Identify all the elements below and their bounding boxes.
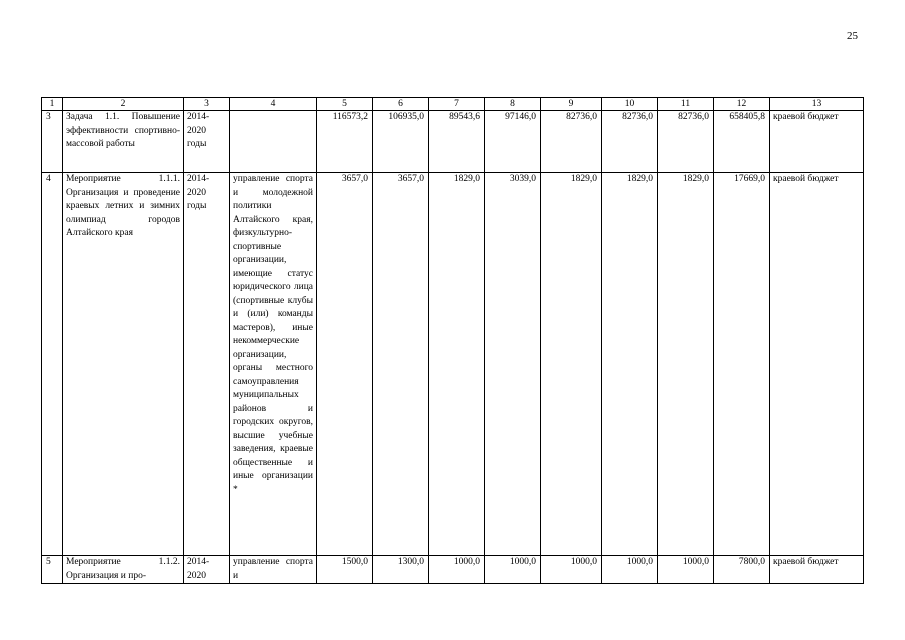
- header-cell: 10: [602, 98, 658, 111]
- row-value: 82736,0: [602, 111, 658, 173]
- header-cell: 2: [63, 98, 184, 111]
- row-value: 1000,0: [602, 556, 658, 584]
- header-cell: 11: [658, 98, 714, 111]
- row-value: 82736,0: [541, 111, 602, 173]
- header-cell: 7: [429, 98, 485, 111]
- row-value: 1500,0: [317, 556, 373, 584]
- row-executor: управление спорта и молодежной политики Алтайского края, физкультурно-спортивные организации, имеющие статус юридического лица (спортивные клубы и (или) команды мастеров), иные некоммерческие организации, органы местного самоуправления муниципальных районов и городских округов, высшие учебные заведения, краевые общественные и иные организации *: [230, 173, 317, 556]
- row-value: 17669,0: [714, 173, 770, 556]
- row-value: 97146,0: [485, 111, 541, 173]
- program-table: [41, 97, 864, 584]
- table-header-row: [42, 98, 864, 111]
- header-cell: 12: [714, 98, 770, 111]
- table-row: [42, 111, 864, 173]
- header-cell: 5: [317, 98, 373, 111]
- page-number: 25: [847, 30, 858, 42]
- table-row: [42, 556, 864, 584]
- row-name: Мероприятие 1.1.1. Организация и проведение краевых летних и зимних олимпиад городов Алтайского края: [63, 173, 184, 556]
- row-value: 1829,0: [658, 173, 714, 556]
- row-value: 106935,0: [373, 111, 429, 173]
- row-period: 2014-2020: [184, 556, 230, 584]
- row-number: 5: [42, 556, 63, 584]
- table-row: [42, 173, 864, 556]
- row-period: 2014-2020 годы: [184, 173, 230, 556]
- header-cell: 9: [541, 98, 602, 111]
- row-value: 658405,8: [714, 111, 770, 173]
- row-value: 7800,0: [714, 556, 770, 584]
- row-value: 116573,2: [317, 111, 373, 173]
- header-cell: 3: [184, 98, 230, 111]
- header-cell: 1: [42, 98, 63, 111]
- header-cell: 4: [230, 98, 317, 111]
- row-value: 1000,0: [658, 556, 714, 584]
- row-executor: управление спорта и: [230, 556, 317, 584]
- row-value: 1829,0: [429, 173, 485, 556]
- row-name: Задача 1.1. Повышение эффективности спортивно-массовой работы: [63, 111, 184, 173]
- row-value: 1000,0: [485, 556, 541, 584]
- row-value: 3657,0: [317, 173, 373, 556]
- row-number: 4: [42, 173, 63, 556]
- row-value: 3657,0: [373, 173, 429, 556]
- row-source: краевой бюджет: [770, 556, 864, 584]
- row-value: 1000,0: [429, 556, 485, 584]
- row-period: 2014-2020 годы: [184, 111, 230, 173]
- row-value: 82736,0: [658, 111, 714, 173]
- row-value: 1829,0: [541, 173, 602, 556]
- row-value: 1829,0: [602, 173, 658, 556]
- row-value: 1300,0: [373, 556, 429, 584]
- header-cell: 6: [373, 98, 429, 111]
- row-name: Мероприятие 1.1.2. Организация и про-: [63, 556, 184, 584]
- row-value: 1000,0: [541, 556, 602, 584]
- row-executor: [230, 111, 317, 173]
- row-value: 3039,0: [485, 173, 541, 556]
- row-source: краевой бюджет: [770, 173, 864, 556]
- row-number: 3: [42, 111, 63, 173]
- header-cell: 13: [770, 98, 864, 111]
- row-source: краевой бюджет: [770, 111, 864, 173]
- header-cell: 8: [485, 98, 541, 111]
- row-value: 89543,6: [429, 111, 485, 173]
